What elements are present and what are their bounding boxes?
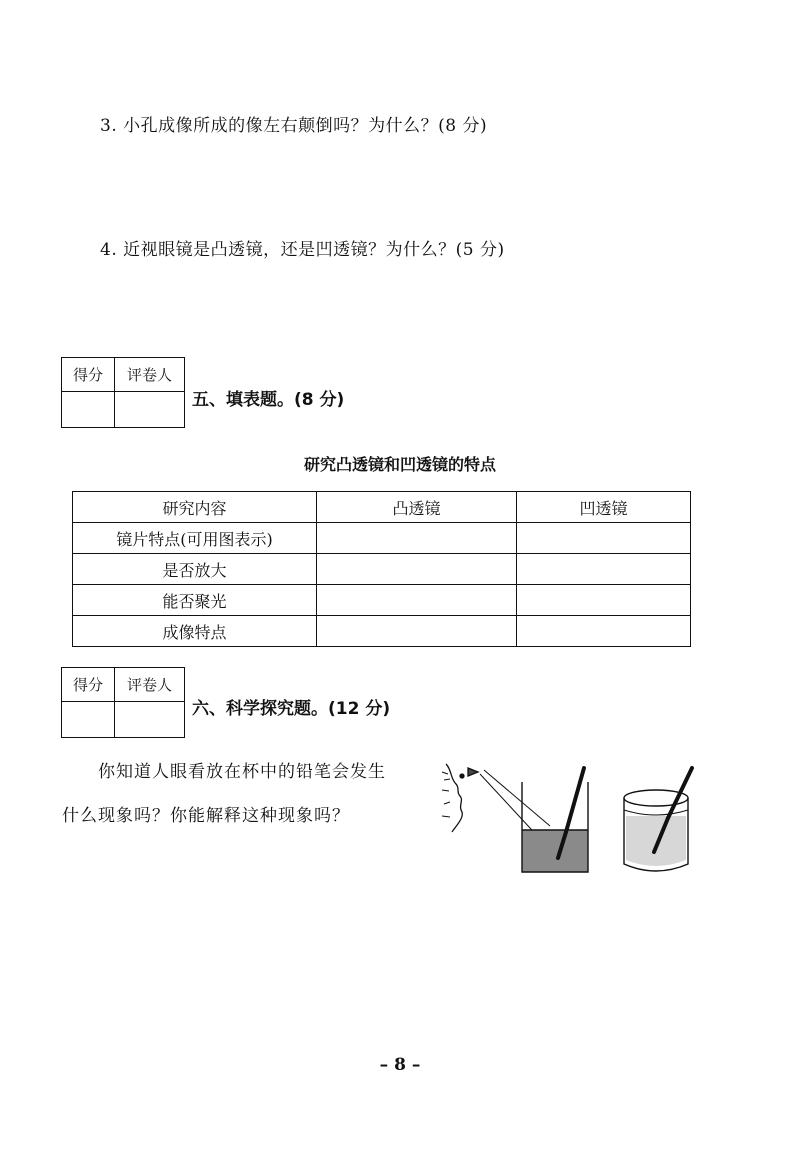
question-4: 4. 近视眼镜是凸透镜，还是凹透镜？为什么？(5 分) [100, 240, 505, 260]
section-6-line-1: 你知道人眼看放在杯中的铅笔会发生 [98, 762, 386, 782]
table-title: 研究凸透镜和凹透镜的特点 [303, 455, 496, 474]
answer-cell[interactable] [317, 616, 517, 647]
row-label-image: 成像特点 [73, 616, 317, 647]
section-5-title: 五、填表题。(8 分) [192, 390, 345, 410]
beaker-2 [624, 790, 688, 871]
row-label-converge: 能否聚光 [73, 585, 317, 616]
answer-cell[interactable] [517, 523, 691, 554]
section-6-line-2: 什么现象吗？你能解释这种现象吗？ [62, 806, 350, 826]
grader-label: 评卷人 [115, 668, 185, 702]
lens-table [72, 491, 691, 647]
header-research-content: 研究内容 [73, 492, 317, 523]
question-3: 3. 小孔成像所成的像左右颠倒吗？为什么？(8 分) [100, 116, 488, 136]
grader-label: 评卷人 [115, 358, 185, 392]
sight-line [484, 770, 550, 826]
row-label-magnify: 是否放大 [73, 554, 317, 585]
header-concave-lens: 凹透镜 [517, 492, 691, 523]
answer-cell[interactable] [517, 616, 691, 647]
answer-cell[interactable] [517, 585, 691, 616]
score-label: 得分 [62, 358, 115, 392]
score-cell[interactable] [62, 702, 115, 738]
score-box-section-5 [61, 357, 185, 428]
answer-cell[interactable] [517, 554, 691, 585]
answer-cell[interactable] [317, 585, 517, 616]
page-number: – 8 – [379, 1055, 421, 1075]
score-box-section-6 [61, 667, 185, 738]
answer-cell[interactable] [317, 523, 517, 554]
grader-cell[interactable] [115, 392, 185, 428]
pencil-in-water-illustration [438, 760, 708, 880]
answer-cell[interactable] [317, 554, 517, 585]
grader-cell[interactable] [115, 702, 185, 738]
section-6-title: 六、科学探究题。(12 分) [192, 699, 391, 719]
row-label-lens-shape: 镜片特点(可用图表示) [73, 523, 317, 554]
header-convex-lens: 凸透镜 [317, 492, 517, 523]
score-label: 得分 [62, 668, 115, 702]
face-profile-icon [442, 764, 478, 832]
score-cell[interactable] [62, 392, 115, 428]
